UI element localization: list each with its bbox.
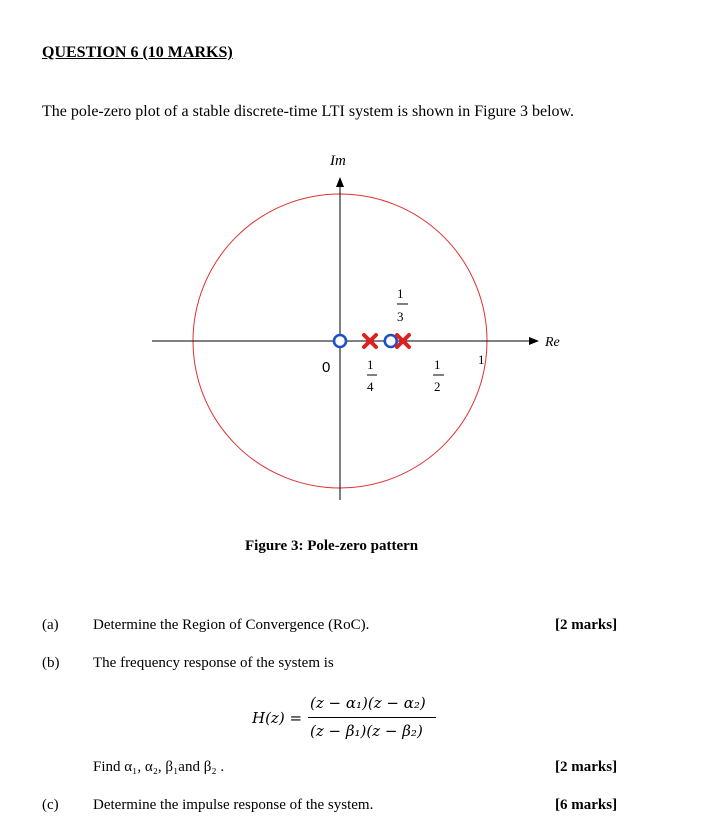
zero-marker	[385, 335, 397, 347]
formula-numerator: (z − α₁)(z − α₂)	[310, 694, 426, 712]
part-a-text: Determine the Region of Convergence (RoC).	[93, 617, 370, 633]
formula-lhs: H(z) =	[252, 709, 303, 727]
part-c-text: Determine the impulse response of the system.	[93, 797, 374, 813]
frac-third-num: 1	[397, 286, 404, 301]
part-a-label: (a)	[42, 617, 59, 633]
unit-label: 1	[478, 352, 485, 367]
part-b-marks: [2 marks]	[555, 759, 618, 775]
frac-quarter-den: 4	[367, 379, 374, 394]
formula-denominator: (z − β₁)(z − β₂)	[310, 722, 423, 740]
origin-label: 0	[322, 359, 331, 376]
part-b-find-text: Find α₁, α₂, β₁and β₂ .	[93, 759, 225, 775]
frac-half-num: 1	[434, 357, 441, 372]
part-a-marks: [2 marks]	[555, 617, 618, 633]
question-intro: The pole-zero plot of a stable discrete-time LTI system is shown in Figure 3 below.	[42, 103, 575, 120]
frac-third-den: 3	[397, 309, 404, 324]
re-axis-label: Re	[545, 335, 560, 350]
figure-caption: Figure 3: Pole-zero pattern	[245, 538, 419, 554]
zero-marker	[334, 335, 346, 347]
part-c-label: (c)	[42, 797, 59, 813]
formula-fraction-bar	[308, 717, 436, 718]
frac-quarter-num: 1	[367, 357, 374, 372]
part-b-text: The frequency response of the system is	[93, 655, 334, 671]
question-title: QUESTION 6 (10 MARKS)	[42, 44, 233, 61]
frac-half-den: 2	[434, 379, 441, 394]
part-b-label: (b)	[42, 655, 60, 671]
im-axis-label: Im	[330, 153, 346, 169]
part-c-marks: [6 marks]	[555, 797, 618, 813]
